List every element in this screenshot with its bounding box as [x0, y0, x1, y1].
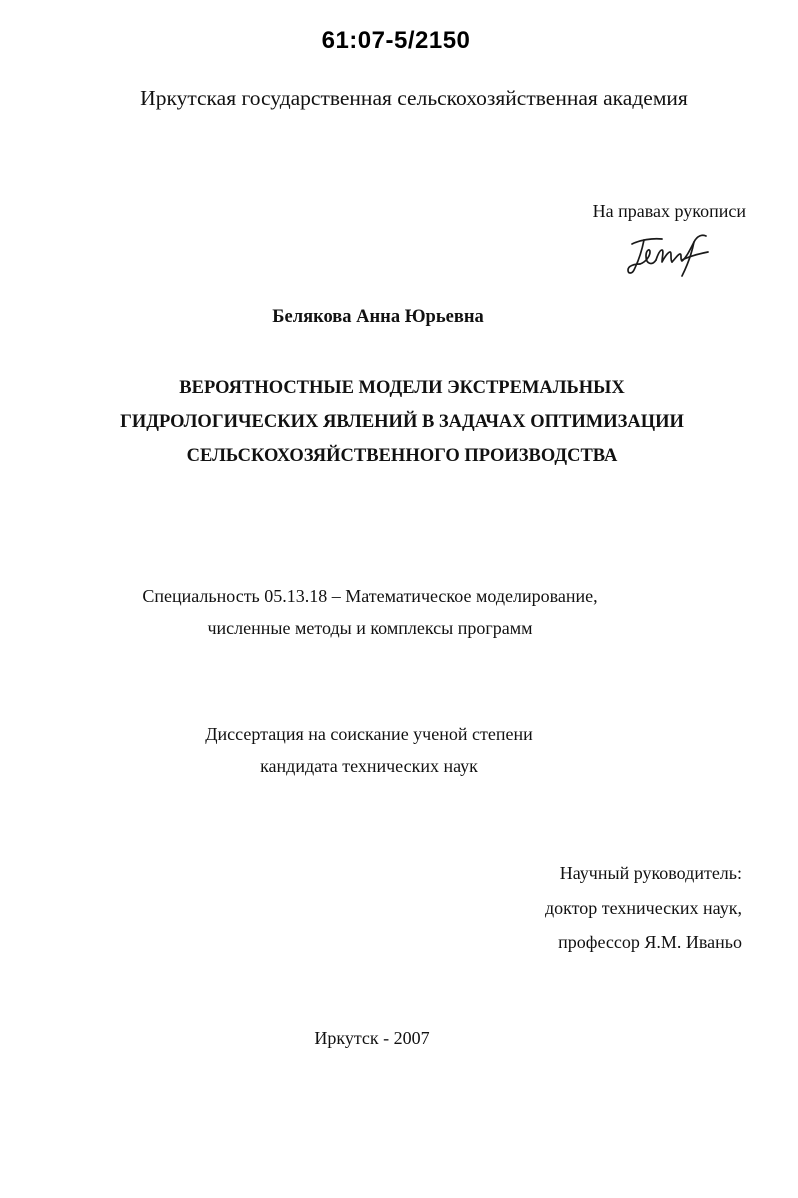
title-line: ВЕРОЯТНОСТНЫЕ МОДЕЛИ ЭКСТРЕМАЛЬНЫХ	[179, 378, 625, 398]
degree-line: Диссертация на соискание ученой степени	[205, 724, 533, 744]
dissertation-title	[0, 371, 798, 473]
specialty-line: Специальность 05.13.18 – Математическое моделирование,	[142, 586, 598, 606]
author-name: Белякова Анна Юрьевна	[272, 307, 484, 327]
supervisor-line: Научный руководитель:	[559, 863, 742, 883]
supervisor-line: профессор Я.М. Иваньо	[558, 932, 742, 952]
specialty-block	[0, 580, 798, 644]
title-line: ГИДРОЛОГИЧЕСКИХ ЯВЛЕНИЙ В ЗАДАЧАХ ОПТИМИЗАЦИИ	[120, 412, 684, 432]
city-year: Иркутск - 2007	[314, 1028, 430, 1048]
rights-note: На правах рукописи	[592, 201, 746, 221]
institution-name: Иркутская государственная сельскохозяйственная академия	[140, 86, 688, 110]
degree-block	[0, 718, 798, 782]
title-line: СЕЛЬСКОХОЗЯЙСТВЕННОГО ПРОИЗВОДСТВА	[186, 446, 618, 466]
signature-icon	[622, 228, 714, 286]
specialty-line: численные методы и комплексы программ	[207, 618, 533, 638]
catalog-code: 61:07-5/2150	[321, 27, 471, 54]
supervisor-line: доктор технических наук,	[545, 897, 742, 918]
supervisor-block	[545, 856, 742, 960]
degree-line: кандидата технических наук	[260, 756, 478, 776]
